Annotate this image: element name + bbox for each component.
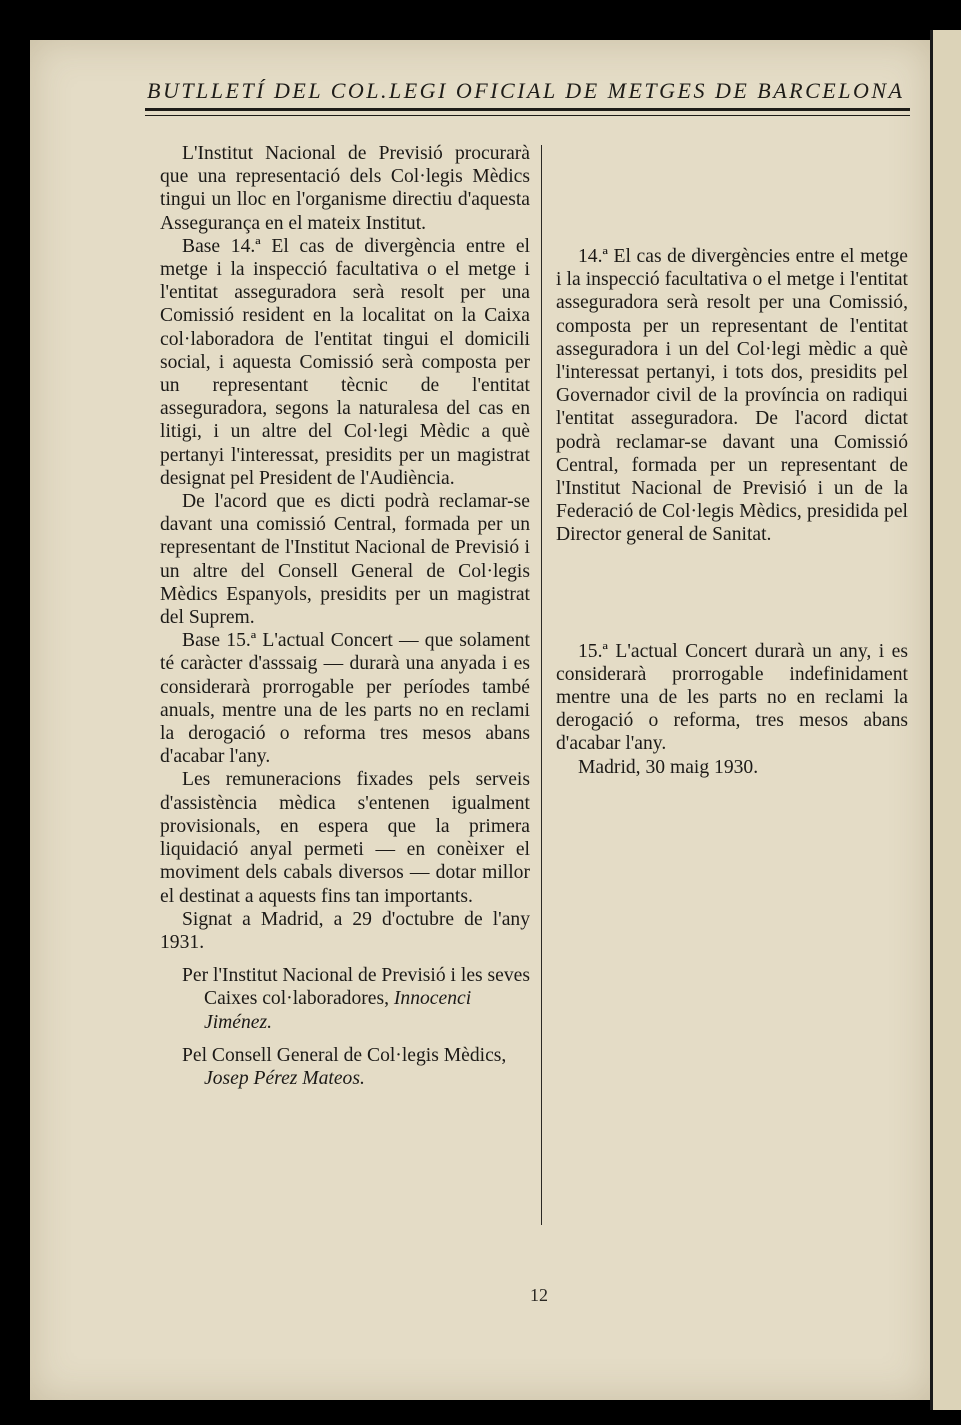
paragraph: Les remuneracions fixades pels serveis d'assistència mèdica s'entenen igualment provisionals, en espera que la primera liquidació anyal permeti — en conèixer el moviment dels cabals diversos — dotar millor el destinat a aquests fins tan importants. <box>160 769 530 907</box>
signature-block-institut <box>182 964 530 1034</box>
paragraph: Base 15.ª L'actual Concert — que solament té caràcter d'asssaig — durarà una anyada i es considerarà prorrogable per períodes també anuals, mentre una de les parts no en reclami la derogació o reforma tres mesos abans d'acabar l'any. <box>160 630 530 768</box>
paragraph: Base 14.ª El cas de divergència entre el metge i la inspecció facultativa o el metge i l'entitat asseguradora serà resolt per una Comissió resident en la localitat on la Caixa col·laboradora de l'entitat tingui el domicili social, i aquesta Comissió serà composta per un representant tècnic de l'entitat asseguradora, segons la naturalesa del cas en litigi, i un altre del Col·legi Mèdic a què pertanyi l'interessat, presidits per un magistrat designat pel President de l'Audiència. <box>160 235 530 489</box>
signature-text: Per l'Institut Nacional de Previsió i les seves Caixes col·laboradores, <box>182 965 530 1010</box>
adjacent-page-edge <box>930 30 961 1410</box>
column-divider <box>541 145 542 1225</box>
paragraph: 14.ª El cas de divergències entre el metge i la inspecció facultativa o el metge i l'entitat asseguradora serà resolt per una Comissió, composta per un representant de l'entitat asseguradora i un del Col·legi mèdic a què l'interessat pertanyi, i tots dos, presidits pel Governador civil de la província on radiqui l'entitat asseguradora. De l'acord dictat podrà reclamar-se davant una Comissió Central, formada per un representant de l'Institut Nacional de Previsió i un de la Federació de Col·legis Mèdics, presidida pel Director general de Sanitat. <box>556 246 908 546</box>
page-number: 12 <box>530 1285 548 1305</box>
paragraph: De l'acord que es dicti podrà reclamar-se davant una comissió Central, formada per un representant de l'Institut Nacional de Previsió i un altre del Consell General de Col·legis Mèdics Espanyols, presidits per un magistrat del Suprem. <box>160 491 530 629</box>
signature-block-consell <box>182 1044 530 1090</box>
running-header: BUTLLETÍ DEL COL.LEGI OFICIAL DE METGES DE BARCELONA <box>147 78 905 103</box>
paragraph: 15.ª L'actual Concert durarà un any, i es considerarà prorrogable indefinidament mentre una de les parts no en reclami la derogació o reforma, tres mesos abans d'acabar l'any. <box>556 640 908 755</box>
signature-text: Pel Consell General de Col·legis Mèdics, <box>182 1044 507 1066</box>
header-rule-thick <box>145 108 910 111</box>
header-rule-thin <box>145 115 910 116</box>
right-column <box>556 245 908 779</box>
signing-date: Madrid, 30 maig 1930. <box>578 756 759 778</box>
paragraph: L'Institut Nacional de Previsió procurarà que una representació dels Col·legis Mèdics tingui un lloc en l'organisme directiu d'aquesta Assegurança en el mateix Institut. <box>160 143 530 234</box>
signatory-name: Josep Pérez Mateos. <box>204 1067 365 1089</box>
signatory-name: Innocenci Jiménez. <box>204 988 472 1033</box>
signing-date: Signat a Madrid, a 29 d'octubre de l'any 1931. <box>160 908 530 953</box>
left-column <box>160 142 530 1090</box>
